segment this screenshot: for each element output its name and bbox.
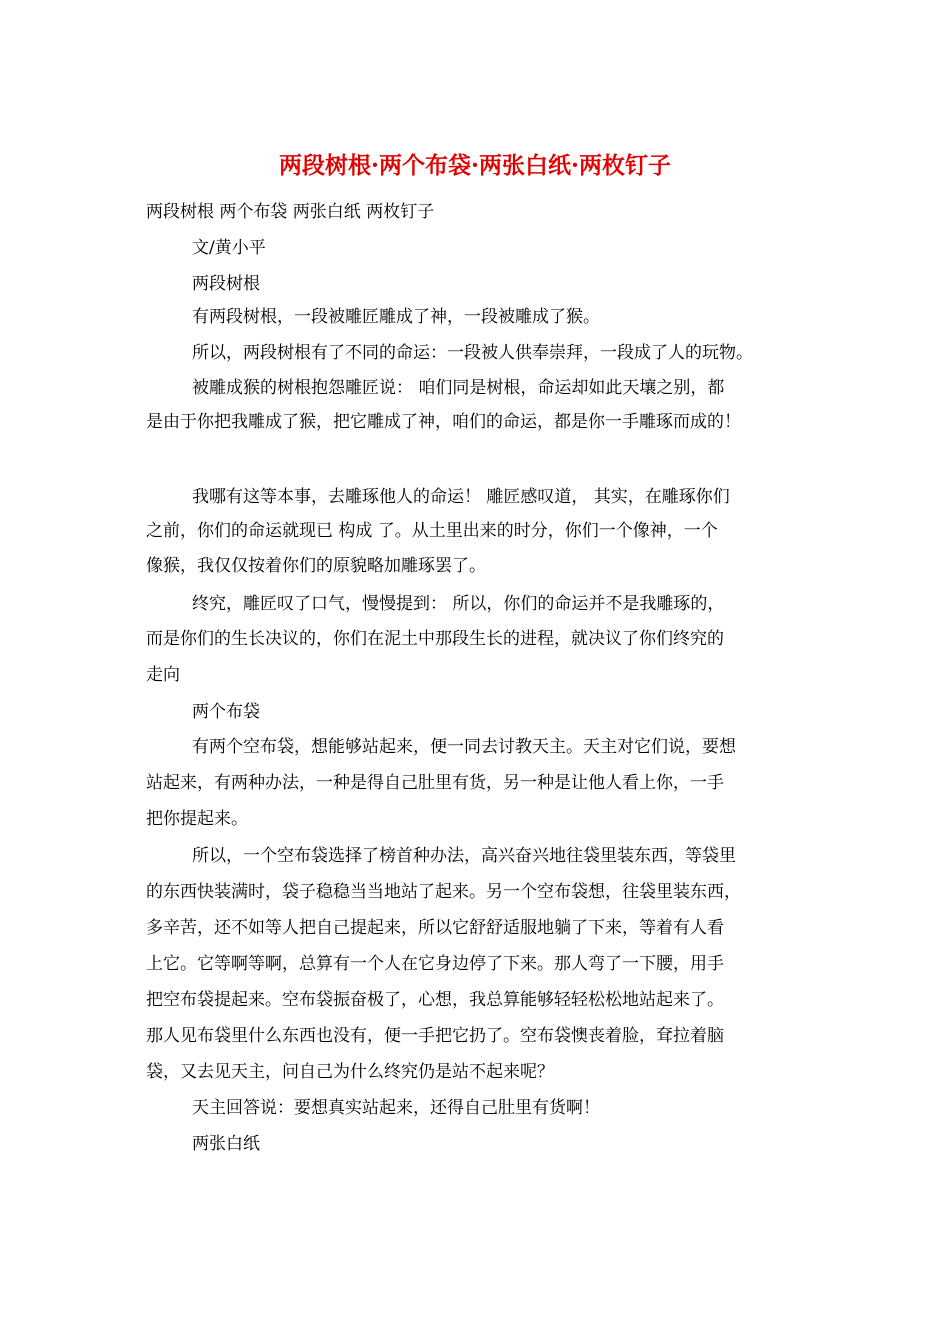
- paragraph-line: 站起来，有两种办法，一种是得自己肚里有货，另一种是让他人看上你，一手: [146, 773, 724, 793]
- paragraph-line: 把你提起来。: [146, 809, 248, 829]
- paragraph-line: 的东西快装满时，袋子稳稳当当地站了起来。另一个空布袋想，往袋里装东西，: [146, 882, 741, 902]
- paragraph-line: 像猴，我仅仅按着你们的原貌略加雕琢罢了。: [146, 556, 486, 576]
- paragraph-line: 把空布袋提起来。空布袋振奋极了，心想，我总算能够轻轻松松地站起来了。: [146, 990, 724, 1010]
- section-heading-cloth-bags: 两个布袋: [192, 702, 260, 722]
- section-heading-white-paper: 两张白纸: [192, 1134, 260, 1154]
- paragraph-line: 我哪有这等本事，去雕琢他人的命运！ 雕匠感叹道， 其实，在雕琢你们: [192, 487, 730, 507]
- paragraph-line: 天主回答说：要想真实站起来，还得自己肚里有货啊！: [192, 1098, 600, 1118]
- paragraph-line: 多辛苦，还不如等人把自己提起来，所以它舒舒适服地躺了下来，等着有人看: [146, 918, 724, 938]
- paragraph-line: 有两个空布袋，想能够站起来，便一同去讨教天主。天主对它们说，要想: [192, 737, 736, 757]
- paragraph-line: 上它。它等啊等啊，总算有一个人在它身边停了下来。那人弯了一下腰，用手: [146, 954, 724, 974]
- paragraph-line: 走向: [146, 665, 180, 685]
- paragraph-line: 有两段树根，一段被雕匠雕成了神，一段被雕成了猴。: [192, 307, 600, 327]
- paragraph-line: 所以，一个空布袋选择了榜首种办法，高兴奋兴地往袋里装东西，等袋里: [192, 846, 736, 866]
- section-heading-tree-roots: 两段树根: [192, 274, 260, 294]
- paragraph-line: 被雕成猴的树根抱怨雕匠说： 咱们同是树根，命运却如此天壤之别，都: [192, 378, 725, 398]
- paragraph-line: 袋，又去见天主，问自己为什么终究仍是站不起来呢？: [146, 1062, 554, 1082]
- paragraph-line: 终究，雕匠叹了口气，慢慢提到： 所以，你们的命运并不是我雕琢的，: [192, 594, 725, 614]
- paragraph-line: 是由于你把我雕成了猴，把它雕成了神，咱们的命运，都是你一手雕琢而成的！: [146, 412, 741, 432]
- paragraph-line: 而是你们的生长决议的，你们在泥土中那段生长的进程，就决议了你们终究的: [146, 629, 724, 649]
- document-title: 两段树根·两个布袋·两张白纸·两枚钉子: [278, 152, 672, 179]
- paragraph-line: 所以，两段树根有了不同的命运：一段被人供奉崇拜，一段成了人的玩物。: [192, 343, 753, 363]
- author-line: 文/黄小平: [192, 238, 266, 258]
- paragraph-line: 之前，你们的命运就现已 构成 了。从土里出来的时分，你们一个像神，一个: [146, 521, 718, 541]
- subtitle-line: 两段树根 两个布袋 两张白纸 两枚钉子: [146, 202, 435, 222]
- paragraph-line: 那人见布袋里什么东西也没有，便一手把它扔了。空布袋懊丧着脸，耷拉着脑: [146, 1026, 724, 1046]
